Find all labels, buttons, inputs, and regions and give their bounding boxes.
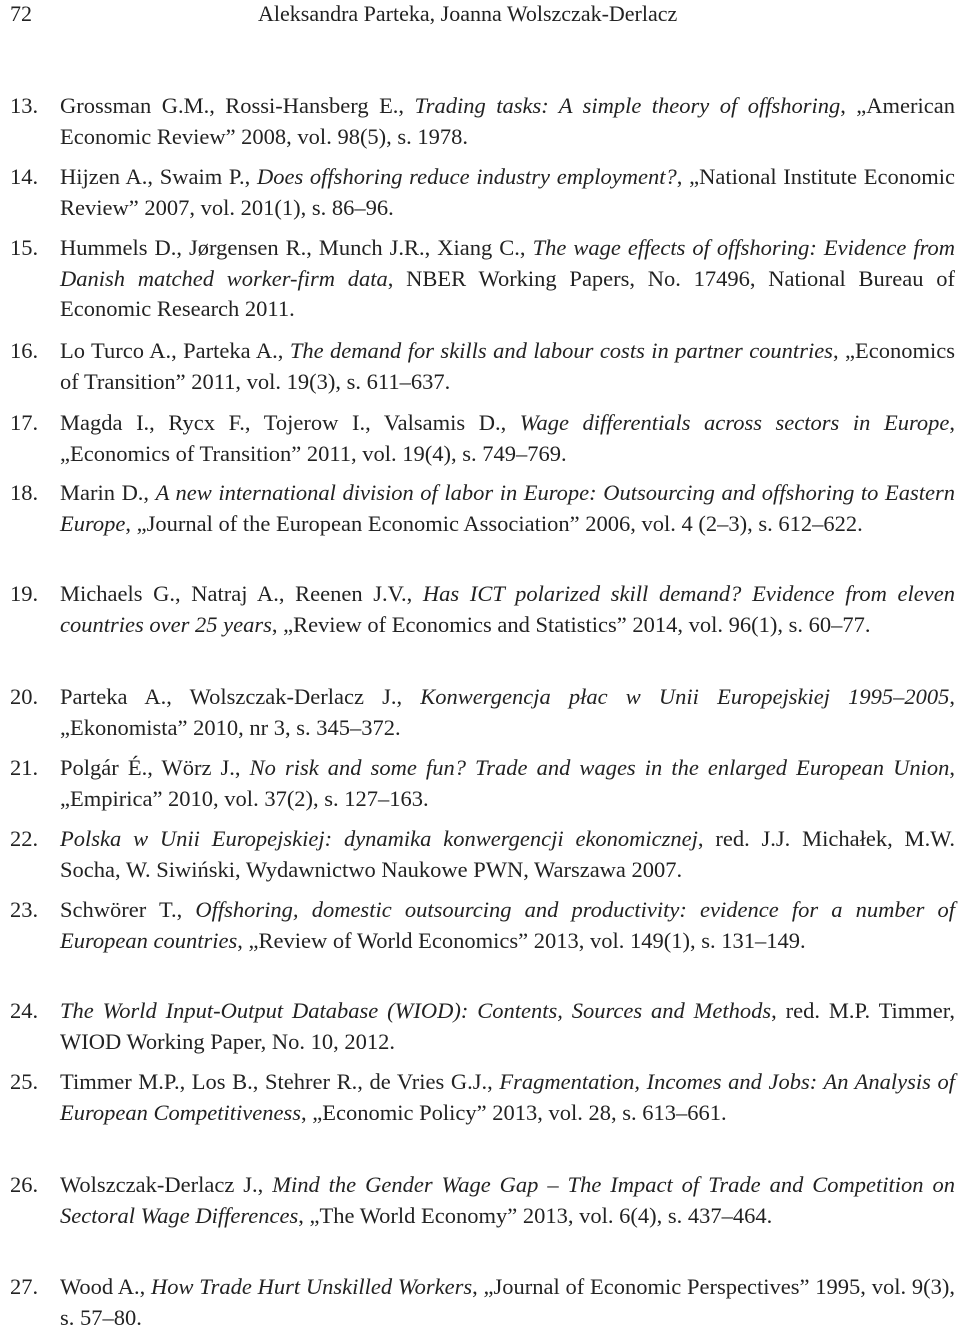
reference-segment: , „Economics of Transition” 2011, vol. 19(3), s. 611–637. — [60, 338, 955, 394]
reference-segment: , „Economics of Transition” 2011, vol. 19(4), s. 749–769. — [60, 410, 955, 466]
reference-segment: Hummels D., Jørgensen R., Munch J.R., Xiang C., — [60, 235, 533, 260]
reference-number: 20. — [10, 684, 39, 709]
running-head: Aleksandra Parteka, Joanna Wolszczak-Derlacz — [258, 1, 678, 26]
reference-title: Wage differentials across sectors in Europe — [519, 410, 950, 435]
reference-segment: Grossman G.M., Rossi-Hansberg E., — [60, 93, 415, 118]
reference-text — [60, 895, 955, 956]
reference-number: 15. — [10, 235, 39, 260]
reference-segment: , „Economic Policy” 2013, vol. 28, s. 613–661. — [301, 1099, 727, 1125]
reference-segment: Polgár É., Wörz J., — [60, 755, 250, 780]
reference-text — [60, 91, 955, 152]
reference-number: 14. — [10, 164, 39, 189]
reference-number: 13. — [10, 93, 39, 118]
reference-title: Konwergencja płac w Unii Europejskiej 1995–2005 — [420, 684, 950, 709]
reference-title: Does offshoring reduce industry employment? — [256, 164, 677, 189]
reference-number: 26. — [10, 1172, 39, 1197]
reference-title: Polska w Unii Europejskiej: dynamika konwergencji ekonomicznej — [60, 826, 698, 851]
reference-segment: , red. M.P. Timmer, WIOD Working Paper, No. 10, 2012. — [60, 998, 955, 1054]
reference-number: 22. — [10, 826, 39, 851]
reference-segment: , „National Institute Economic Review” 2007, vol. 201(1), s. 86–96. — [60, 164, 955, 220]
reference-number: 19. — [10, 581, 39, 606]
reference-number: 18. — [10, 480, 39, 505]
reference-text — [60, 579, 955, 640]
reference-segment: , red. J.J. Michałek, M.W. Socha, W. Siwiński, Wydawnictwo Naukowe PWN, Warszawa 2007. — [60, 826, 955, 882]
reference-segment: Lo Turco A., Parteka A., — [60, 338, 290, 363]
reference-text — [60, 478, 955, 539]
reference-number: 27. — [10, 1274, 39, 1299]
page-header — [0, 0, 960, 30]
reference-number: 16. — [10, 338, 39, 363]
reference-number: 21. — [10, 755, 39, 780]
reference-segment: Timmer M.P., Los B., Stehrer R., de Vries G.J., — [60, 1069, 500, 1094]
reference-text — [60, 1272, 955, 1333]
reference-title: Mind the Gender Wage Gap – The Impact of Trade and Competition on Sectoral Wage Differences — [60, 1172, 955, 1228]
reference-title: The wage effects of offshoring: Evidence from Danish matched worker-firm data — [60, 235, 956, 291]
reference-number: 24. — [10, 998, 39, 1023]
reference-segment: Magda I., Rycx F., Tojerow I., Valsamis D., — [60, 410, 520, 435]
reference-number: 23. — [10, 897, 39, 922]
reference-title: Trading tasks: A simple theory of offshoring — [414, 93, 841, 118]
reference-title: A new international division of labor in Europe: Outsourcing and offshoring to Eastern Europe — [60, 480, 955, 536]
reference-text — [60, 162, 955, 223]
reference-text — [60, 1067, 955, 1128]
reference-title: The World Input-Output Database (WIOD): Contents, Sources and Methods — [60, 998, 772, 1023]
reference-segment: , „Empirica” 2010, vol. 37(2), s. 127–163. — [60, 755, 955, 811]
reference-segment: Schwörer T., — [60, 897, 196, 922]
reference-text — [60, 753, 955, 814]
reference-number: 17. — [10, 410, 39, 435]
reference-text — [60, 1170, 955, 1231]
reference-segment: Wolszczak-Derlacz J., — [60, 1172, 273, 1197]
reference-title: The demand for skills and labour costs in partner countries — [289, 338, 833, 363]
reference-text — [60, 682, 955, 743]
reference-title: No risk and some fun? Trade and wages in the enlarged European Union — [249, 755, 950, 780]
reference-number: 25. — [10, 1069, 39, 1094]
reference-title: Has ICT polarized skill demand? Evidence from eleven countries over 25 years — [60, 581, 955, 637]
reference-segment: Hijzen A., Swaim P., — [60, 164, 257, 189]
reference-segment: , „Review of Economics and Statistics” 2014, vol. 96(1), s. 60–77. — [271, 611, 871, 637]
reference-text — [60, 336, 955, 397]
reference-segment: , „Ekonomista” 2010, nr 3, s. 345–372. — [60, 684, 955, 740]
reference-segment: , „The World Economy” 2013, vol. 6(4), s. 437–464. — [298, 1202, 773, 1228]
reference-segment: , „Review of World Economics” 2013, vol. 149(1), s. 131–149. — [237, 927, 806, 953]
reference-text — [60, 408, 955, 469]
reference-text — [60, 824, 955, 885]
reference-text — [60, 996, 955, 1057]
reference-segment: Parteka A., Wolszczak-Derlacz J., — [60, 684, 421, 709]
reference-segment: Marin D., — [60, 480, 156, 505]
reference-title: How Trade Hurt Unskilled Workers — [151, 1274, 473, 1299]
reference-title: Offshoring, domestic outsourcing and productivity: evidence for a number of European countries — [60, 897, 955, 953]
reference-segment: , „American Economic Review” 2008, vol. 98(5), s. 1978. — [60, 93, 955, 149]
reference-text — [60, 233, 955, 325]
reference-segment: , NBER Working Papers, No. 17496, National Bureau of Economic Research 2011. — [60, 265, 955, 321]
reference-segment: Michaels G., Natraj A., Reenen J.V., — [60, 581, 423, 606]
reference-segment: , „Journal of Economic Perspectives” 1995, vol. 9(3), s. 57–80. — [60, 1274, 955, 1330]
reference-title: Fragmentation, Incomes and Jobs: An Analysis of European Competitiveness — [60, 1069, 956, 1125]
reference-segment: , „Journal of the European Economic Association” 2006, vol. 4 (2–3), s. 612–622. — [125, 510, 863, 536]
page-number: 72 — [10, 1, 32, 26]
reference-segment: Wood A., — [60, 1274, 152, 1299]
